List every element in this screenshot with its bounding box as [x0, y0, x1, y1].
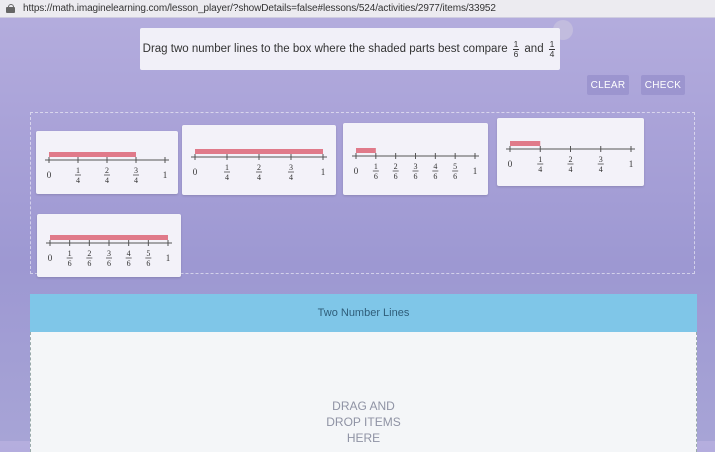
- tick-label: [75, 166, 81, 185]
- svg-text:6: 6: [146, 259, 151, 268]
- tick-label: [224, 163, 230, 182]
- svg-text:2: 2: [393, 162, 398, 171]
- tick-label: [393, 162, 399, 181]
- svg-text:2: 2: [87, 249, 92, 258]
- svg-text:1: 1: [67, 249, 72, 258]
- svg-text:4: 4: [126, 249, 131, 258]
- svg-text:1: 1: [538, 155, 543, 164]
- question-prompt: [140, 28, 560, 70]
- tick-label: [432, 162, 438, 181]
- prompt-and: and: [524, 43, 544, 55]
- tick-label: [48, 253, 53, 263]
- tick-label: [145, 249, 151, 268]
- svg-text:3: 3: [289, 163, 293, 172]
- tick-label: [321, 167, 326, 177]
- tick-label: [508, 159, 513, 169]
- drop-zone-hint: [31, 398, 696, 446]
- svg-text:6: 6: [373, 172, 378, 181]
- tick-label: [413, 162, 419, 181]
- svg-text:2: 2: [257, 163, 261, 172]
- drop-zone[interactable]: [30, 332, 697, 452]
- svg-text:6: 6: [87, 259, 92, 268]
- tick-label: [166, 253, 171, 263]
- svg-text:6: 6: [67, 259, 72, 268]
- svg-text:6: 6: [107, 259, 111, 268]
- tick-label: [67, 249, 73, 268]
- fraction-one-sixth: [513, 40, 520, 59]
- svg-text:6: 6: [413, 172, 418, 181]
- svg-text:4: 4: [76, 176, 80, 185]
- svg-text:4: 4: [257, 173, 261, 182]
- svg-text:4: 4: [568, 165, 573, 174]
- svg-text:5: 5: [146, 249, 151, 258]
- svg-text:0: 0: [46, 170, 52, 180]
- tick-label: [106, 249, 112, 268]
- address-bar[interactable]: [0, 0, 715, 18]
- shaded-bar: [356, 148, 376, 153]
- svg-text:4: 4: [538, 165, 543, 174]
- svg-text:3: 3: [134, 166, 138, 175]
- svg-text:4: 4: [134, 176, 138, 185]
- tick-label: [126, 249, 132, 268]
- tick-label: [193, 167, 198, 177]
- fraction-denominator: 6: [513, 48, 519, 59]
- tick-label: [354, 166, 359, 176]
- number-line-svg: [182, 125, 336, 195]
- svg-text:1: 1: [76, 166, 80, 175]
- fraction-numerator: 1: [513, 38, 519, 49]
- svg-text:3: 3: [107, 249, 111, 258]
- shaded-bar: [50, 235, 168, 240]
- tick-label: [598, 155, 604, 174]
- number-line-svg: [37, 214, 181, 277]
- svg-text:2: 2: [105, 166, 109, 175]
- lock-icon: [6, 4, 15, 13]
- check-button[interactable]: CHECK: [641, 75, 685, 95]
- fraction-one-fourth: [549, 40, 556, 59]
- svg-text:1: 1: [320, 167, 326, 177]
- tick-label: [629, 159, 634, 169]
- prompt-text: Drag two number lines to the box where the shaded parts best compare: [142, 43, 508, 55]
- tick-label: [473, 166, 478, 176]
- svg-text:4: 4: [433, 162, 438, 171]
- svg-text:0: 0: [47, 253, 53, 263]
- tick-label: [133, 166, 139, 185]
- number-line-svg: [343, 123, 488, 195]
- number-line-svg: [497, 118, 644, 186]
- number-line-card[interactable]: [343, 123, 488, 195]
- svg-text:4: 4: [598, 165, 603, 174]
- svg-text:1: 1: [373, 162, 378, 171]
- tick-label: [537, 155, 543, 174]
- svg-text:1: 1: [165, 253, 171, 263]
- svg-text:1: 1: [472, 166, 478, 176]
- tick-label: [568, 155, 574, 174]
- svg-text:1: 1: [628, 159, 634, 169]
- svg-text:4: 4: [289, 173, 293, 182]
- shaded-bar: [510, 141, 540, 146]
- number-line-card[interactable]: [37, 214, 181, 277]
- drop-target-title: Two Number Lines: [317, 307, 410, 319]
- drop-hint-line: HERE: [346, 431, 381, 445]
- svg-text:5: 5: [453, 162, 458, 171]
- svg-text:4: 4: [225, 173, 229, 182]
- svg-text:6: 6: [393, 172, 398, 181]
- svg-text:3: 3: [413, 162, 418, 171]
- svg-text:1: 1: [225, 163, 229, 172]
- svg-text:0: 0: [192, 167, 198, 177]
- drop-target-header: [30, 294, 697, 332]
- tick-label: [86, 249, 92, 268]
- tick-label: [452, 162, 458, 181]
- svg-text:4: 4: [105, 176, 109, 185]
- tick-label: [256, 163, 262, 182]
- clear-button[interactable]: CLEAR: [587, 75, 629, 95]
- number-line-card[interactable]: [182, 125, 336, 195]
- number-line-card[interactable]: [497, 118, 644, 186]
- fraction-numerator: 1: [549, 38, 555, 49]
- drop-hint-line: DROP ITEMS: [326, 415, 401, 429]
- number-line-svg: [36, 131, 178, 194]
- fraction-denominator: 4: [549, 48, 555, 59]
- shaded-bar: [49, 152, 136, 157]
- shaded-bar: [195, 149, 323, 154]
- tick-label: [163, 170, 168, 180]
- url-text: https://math.imaginelearning.com/lesson_player/?showDetails=false#lessons/524/activities/2977/items/33952: [23, 3, 496, 14]
- svg-text:2: 2: [568, 155, 573, 164]
- svg-text:6: 6: [433, 172, 438, 181]
- svg-text:0: 0: [353, 166, 359, 176]
- svg-text:3: 3: [598, 155, 603, 164]
- tick-label: [104, 166, 110, 185]
- svg-text:0: 0: [507, 159, 513, 169]
- svg-text:6: 6: [453, 172, 458, 181]
- tick-label: [373, 162, 379, 181]
- number-line-card[interactable]: [36, 131, 178, 194]
- drop-hint-line: DRAG AND: [332, 399, 395, 413]
- svg-text:1: 1: [162, 170, 168, 180]
- svg-text:6: 6: [126, 259, 131, 268]
- tick-label: [47, 170, 52, 180]
- tick-label: [288, 163, 294, 182]
